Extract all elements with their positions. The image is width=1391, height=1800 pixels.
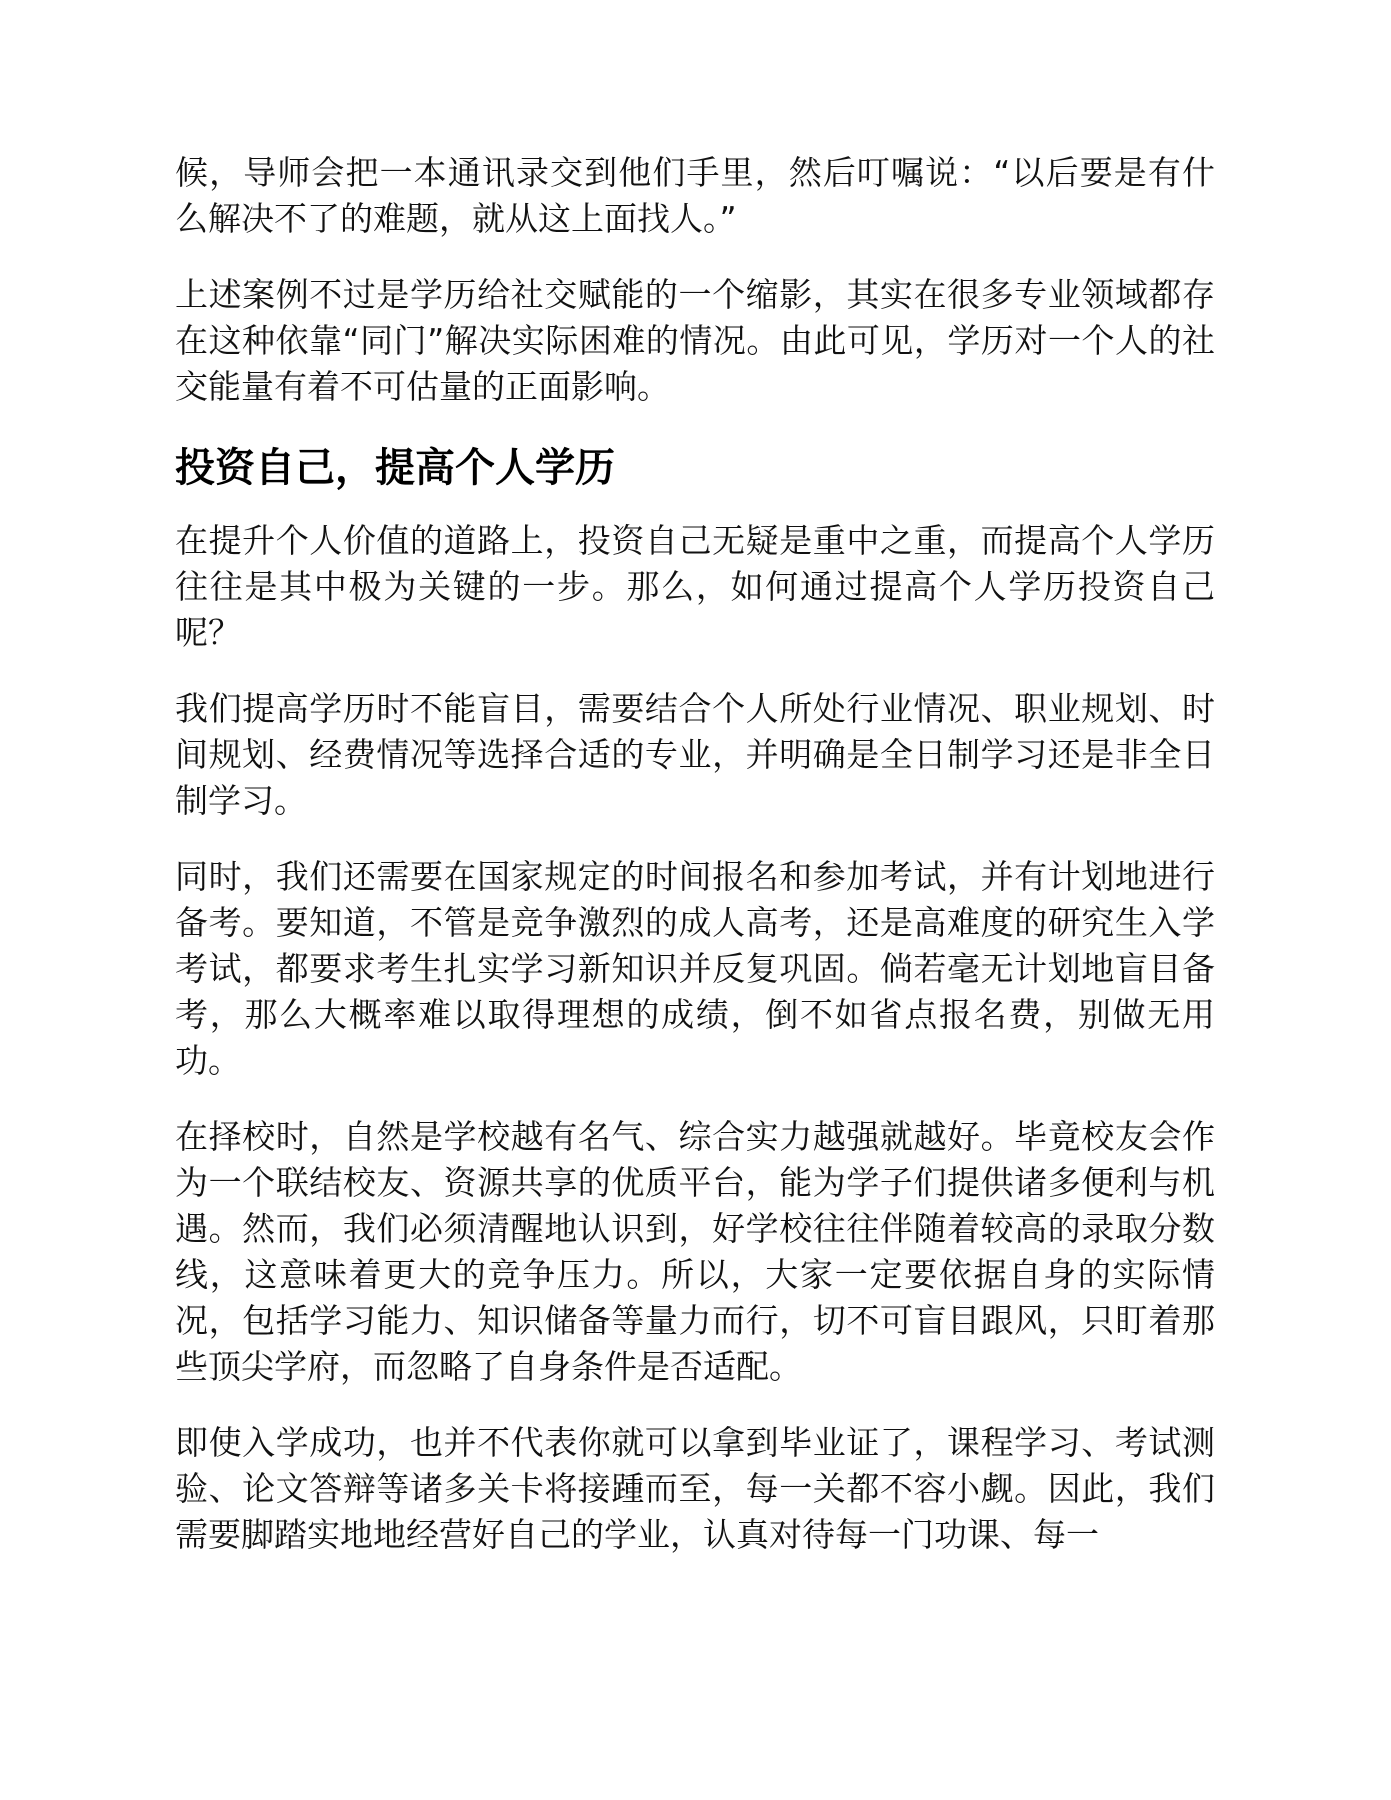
paragraph-5: 同时，我们还需要在国家规定的时间报名和参加考试，并有计划地进行备考。要知道，不管是竞争激烈的成人高考，还是高难度的研究生入学考试，都要求考生扎实学习新知识并反复巩固。倘若毫无计划地盲目备考，那么大概率难以取得理想的成绩，倒不如省点报名费，别做无用功。 [175, 857, 1215, 1080]
paragraph-4: 我们提高学历时不能盲目，需要结合个人所处行业情况、职业规划、时间规划、经费情况等选择合适的专业，并明确是全日制学习还是非全日制学习。 [175, 689, 1215, 820]
paragraph-3: 在提升个人价值的道路上，投资自己无疑是重中之重，而提高个人学历往往是其中极为关键的一步。那么，如何通过提高个人学历投资自己呢？ [175, 521, 1215, 652]
paragraph-1: 候，导师会把一本通讯录交到他们手里，然后叮嘱说：“以后要是有什么解决不了的难题，就从这上面找人。” [175, 153, 1215, 238]
paragraph-6: 在择校时，自然是学校越有名气、综合实力越强就越好。毕竟校友会作为一个联结校友、资源共享的优质平台，能为学子们提供诸多便利与机遇。然而，我们必须清醒地认识到，好学校往往伴随着较高的录取分数线，这意味着更大的竞争压力。所以，大家一定要依据自身的实际情况，包括学习能力、知识储备等量力而行，切不可盲目跟风，只盯着那些顶尖学府，而忽略了自身条件是否适配。 [175, 1117, 1215, 1386]
paragraph-2: 上述案例不过是学历给社交赋能的一个缩影，其实在很多专业领域都存在这种依靠“同门”解决实际困难的情况。由此可见，学历对一个人的社交能量有着不可估量的正面影响。 [175, 275, 1215, 406]
document-page [175, 150, 1215, 1588]
paragraph-7: 即使入学成功，也并不代表你就可以拿到毕业证了，课程学习、考试测验、论文答辩等诸多关卡将接踵而至，每一关都不容小觑。因此，我们需要脚踏实地地经营好自己的学业，认真对待每一门功课、每一 [175, 1423, 1215, 1554]
section-heading: 投资自己，提高个人学历 [175, 445, 615, 491]
